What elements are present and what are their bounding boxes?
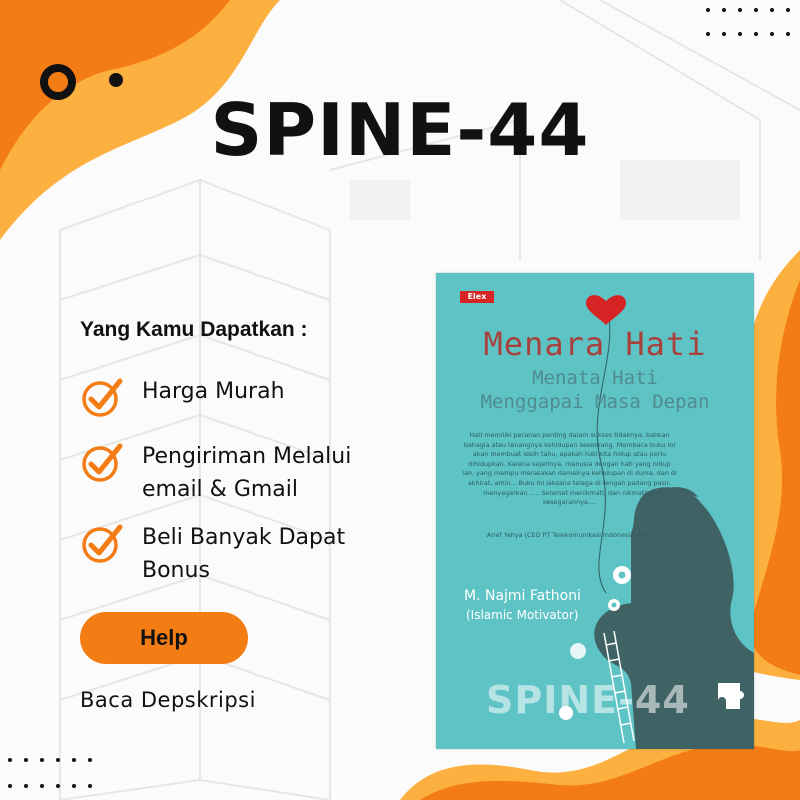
- book-title: Menara Hati: [483, 325, 707, 363]
- benefit-text: Harga Murah: [142, 379, 285, 404]
- benefits-heading: Yang Kamu Dapatkan :: [80, 318, 308, 341]
- book-author: M. Najmi Fathoni: [464, 588, 581, 604]
- check-icon: [80, 375, 124, 419]
- benefit-item: [80, 521, 397, 587]
- dot-grid-bottom-left: [4, 752, 96, 796]
- check-icon: [80, 440, 124, 484]
- benefit-item: [80, 375, 397, 419]
- book-subtitle-line-1: Menata Hati: [532, 367, 658, 389]
- book-subtitle-line-2: Menggapai Masa Depan: [480, 391, 710, 413]
- benefit-item: [80, 440, 397, 506]
- publisher-logo: Elex: [460, 291, 494, 303]
- book-author-role: (Islamic Motivator): [466, 608, 579, 622]
- book-endorsement: Arief Yahya (CEO PT Telekomunikasi Indonesia, Tbk): [486, 531, 653, 539]
- benefit-text: Pengiriman Melalui email & Gmail: [142, 444, 352, 502]
- benefit-text: Beli Banyak Dapat Bonus: [142, 525, 346, 583]
- read-description-link[interactable]: Baca Depskripsi: [80, 688, 256, 712]
- brand-title: SPINE-44: [210, 88, 590, 172]
- book-cover: [436, 273, 754, 749]
- check-icon: [80, 521, 124, 565]
- help-button[interactable]: Help: [80, 612, 248, 664]
- watermark: SPINE-44: [486, 678, 690, 722]
- book-blurb: Hati memiliki peranan penting dalam sukses tidaknya, bahkan bahagia atau tenangnya kehidupan seseorang. Membaca buku ini akan membuat lebih tahu, apakah hati kita hidup atau perlu dihidupkan. Karena sejatinya, manusia dengan hati yang hidup lah, yang mampu merasakan damainya kehidupan di dunia, dan di akhirat, amin... Buku ini laksana telaga di tengah padang pasir, menyegarkan ..... Selamat menikmati, dan nikmatilah kesegarannya....: [462, 431, 677, 507]
- dot-grid-top-right: [704, 4, 796, 44]
